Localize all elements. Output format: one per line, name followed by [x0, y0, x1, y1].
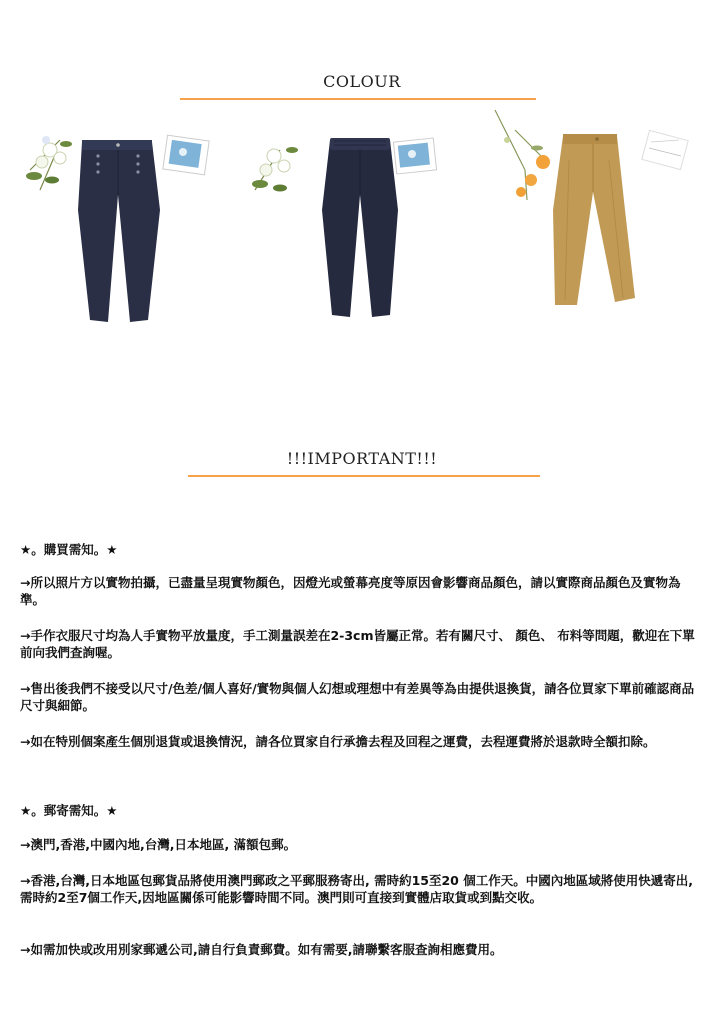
purchase-notice-item: →手作衣服尺寸均為人手實物平放量度，手工測量誤差在2-3cm皆屬正常。若有關尺寸、 顏色、 布料等問題，歡迎在下單前向我們查詢喔。 — [20, 628, 695, 660]
flower-decoration-icon — [26, 136, 72, 190]
postcard-decoration-icon — [393, 138, 436, 174]
important-heading-rule — [188, 475, 540, 477]
purchase-notice-heading: ★。購買需知。★ — [20, 542, 118, 557]
postcard-decoration-icon — [163, 135, 209, 175]
purchase-notice-item: →如在特別個案產生個別退貨或退換情況，請各位買家自行承擔去程及回程之運費，去程運費將於退款時全額扣除。 — [20, 734, 656, 749]
purchase-notice-item: →售出後我們不接受以尺寸/色差/個人喜好/實物與個人幻想或理想中有差異等為由提供退換貨，請各位買家下單前確認商品尺寸與細節。 — [20, 681, 695, 713]
colour-heading: COLOUR — [323, 72, 401, 91]
camel-pants-image — [553, 134, 635, 305]
gift-card-decoration-icon — [642, 130, 688, 169]
navy-pants-image — [78, 140, 160, 322]
shipping-notice-heading: ★。郵寄需知。★ — [20, 803, 118, 818]
shipping-notice-item: →如需加快或改用別家郵遞公司,請自行負責郵費。如有需要,請聯繫客服查詢相應費用。 — [20, 942, 503, 957]
flower-decoration-icon — [252, 147, 298, 192]
important-heading: !!!IMPORTANT!!! — [286, 449, 438, 468]
orange-flower-decoration-icon — [495, 110, 550, 200]
navy-elastic-pants-image — [322, 138, 398, 317]
shipping-notice-item: →香港,台灣,日本地區包郵貨品將使用澳門郵政之平郵服務寄出, 需時約15至20 個工作天。中國內地區域將使用快遞寄出,需時約2至7個工作天,因地區關係可能影響時間不同。澳門則可直接到實體店取貨或到點交收。 — [20, 873, 693, 905]
product-camel-pants[interactable] — [485, 100, 705, 340]
product-navy-elastic-pants[interactable] — [250, 100, 470, 340]
shipping-notice-item: →澳門,香港,中國內地,台灣,日本地區, 滿額包郵。 — [20, 837, 297, 852]
product-navy-button-pants[interactable] — [20, 100, 240, 340]
purchase-notice-item: →所以照片方以實物拍攝，已盡量呈現實物顏色，因燈光或螢幕亮度等原因會影響商品顏色，請以實際商品顏色及實物為準。 — [20, 575, 681, 607]
